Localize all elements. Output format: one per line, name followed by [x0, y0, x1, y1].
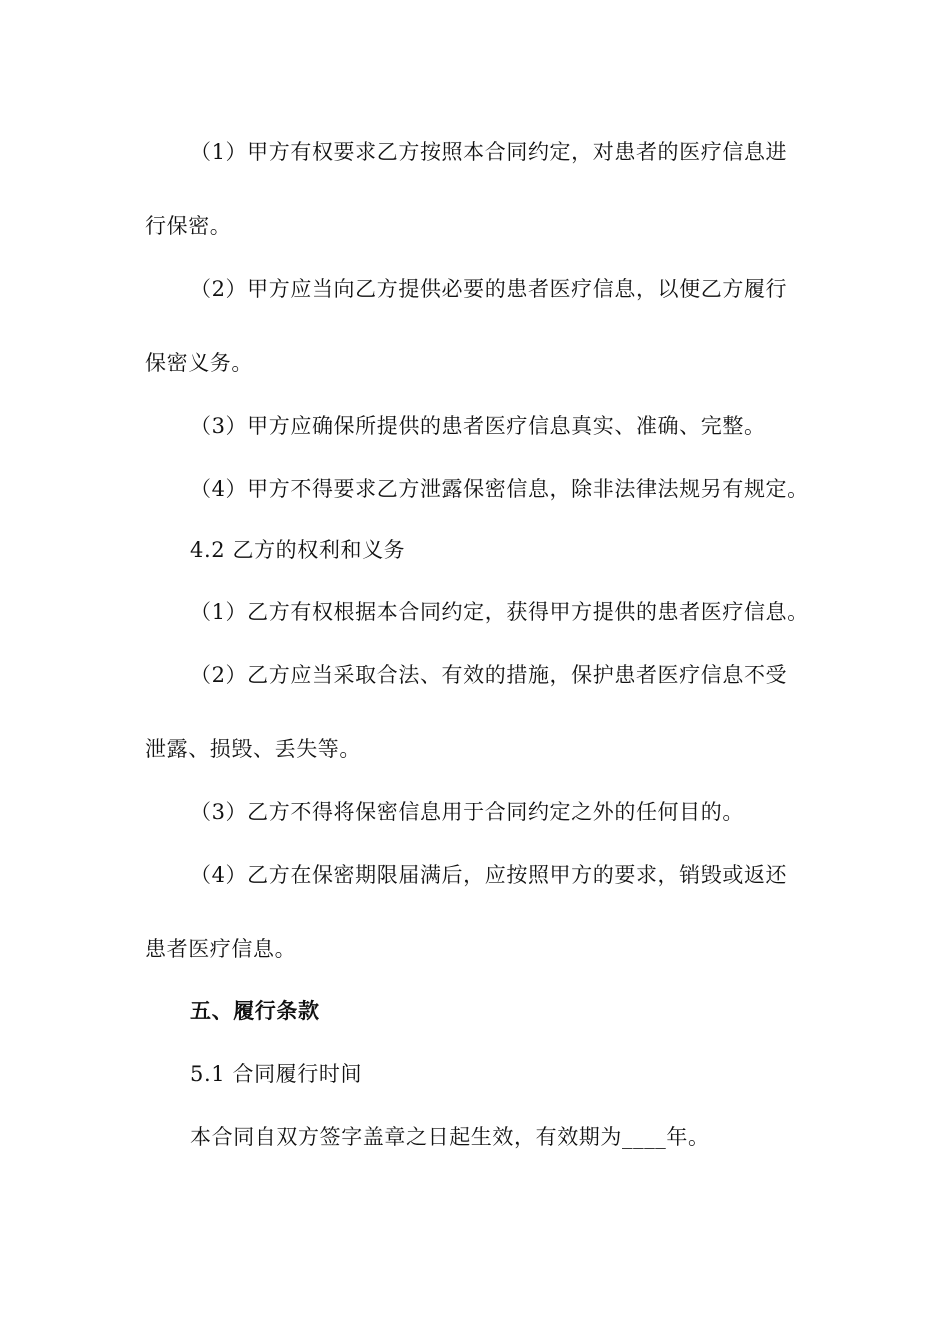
clause-a3: （3）甲方应确保所提供的患者医疗信息真实、准确、完整。: [190, 414, 766, 438]
clause-b4-line1: （4）乙方在保密期限届满后，应按照甲方的要求，销毁或返还: [190, 863, 788, 887]
validity-clause: 本合同自双方签字盖章之日起生效，有效期为____年。: [190, 1125, 710, 1149]
clause-a2-line2: 保密义务。: [145, 351, 253, 375]
clause-b3: （3）乙方不得将保密信息用于合同约定之外的任何目的。: [190, 800, 744, 824]
section-5-1-heading: 5.1 合同履行时间: [190, 1062, 363, 1086]
clause-b4-line2: 患者医疗信息。: [145, 937, 297, 961]
clause-b1: （1）乙方有权根据本合同约定，获得甲方提供的患者医疗信息。: [190, 600, 809, 624]
clause-a1-line1: （1）甲方有权要求乙方按照本合同约定，对患者的医疗信息进: [190, 140, 788, 164]
section-4-2-heading: 4.2 乙方的权利和义务: [190, 538, 406, 562]
clause-a2-line1: （2）甲方应当向乙方提供必要的患者医疗信息，以便乙方履行: [190, 277, 788, 301]
clause-b2-line1: （2）乙方应当采取合法、有效的措施，保护患者医疗信息不受: [190, 663, 788, 687]
section-5-heading: 五、履行条款: [190, 998, 320, 1023]
clause-a4: （4）甲方不得要求乙方泄露保密信息，除非法律法规另有规定。: [190, 477, 809, 501]
clause-a1-line2: 行保密。: [145, 214, 232, 238]
clause-b2-line2: 泄露、损毁、丢失等。: [145, 737, 361, 761]
